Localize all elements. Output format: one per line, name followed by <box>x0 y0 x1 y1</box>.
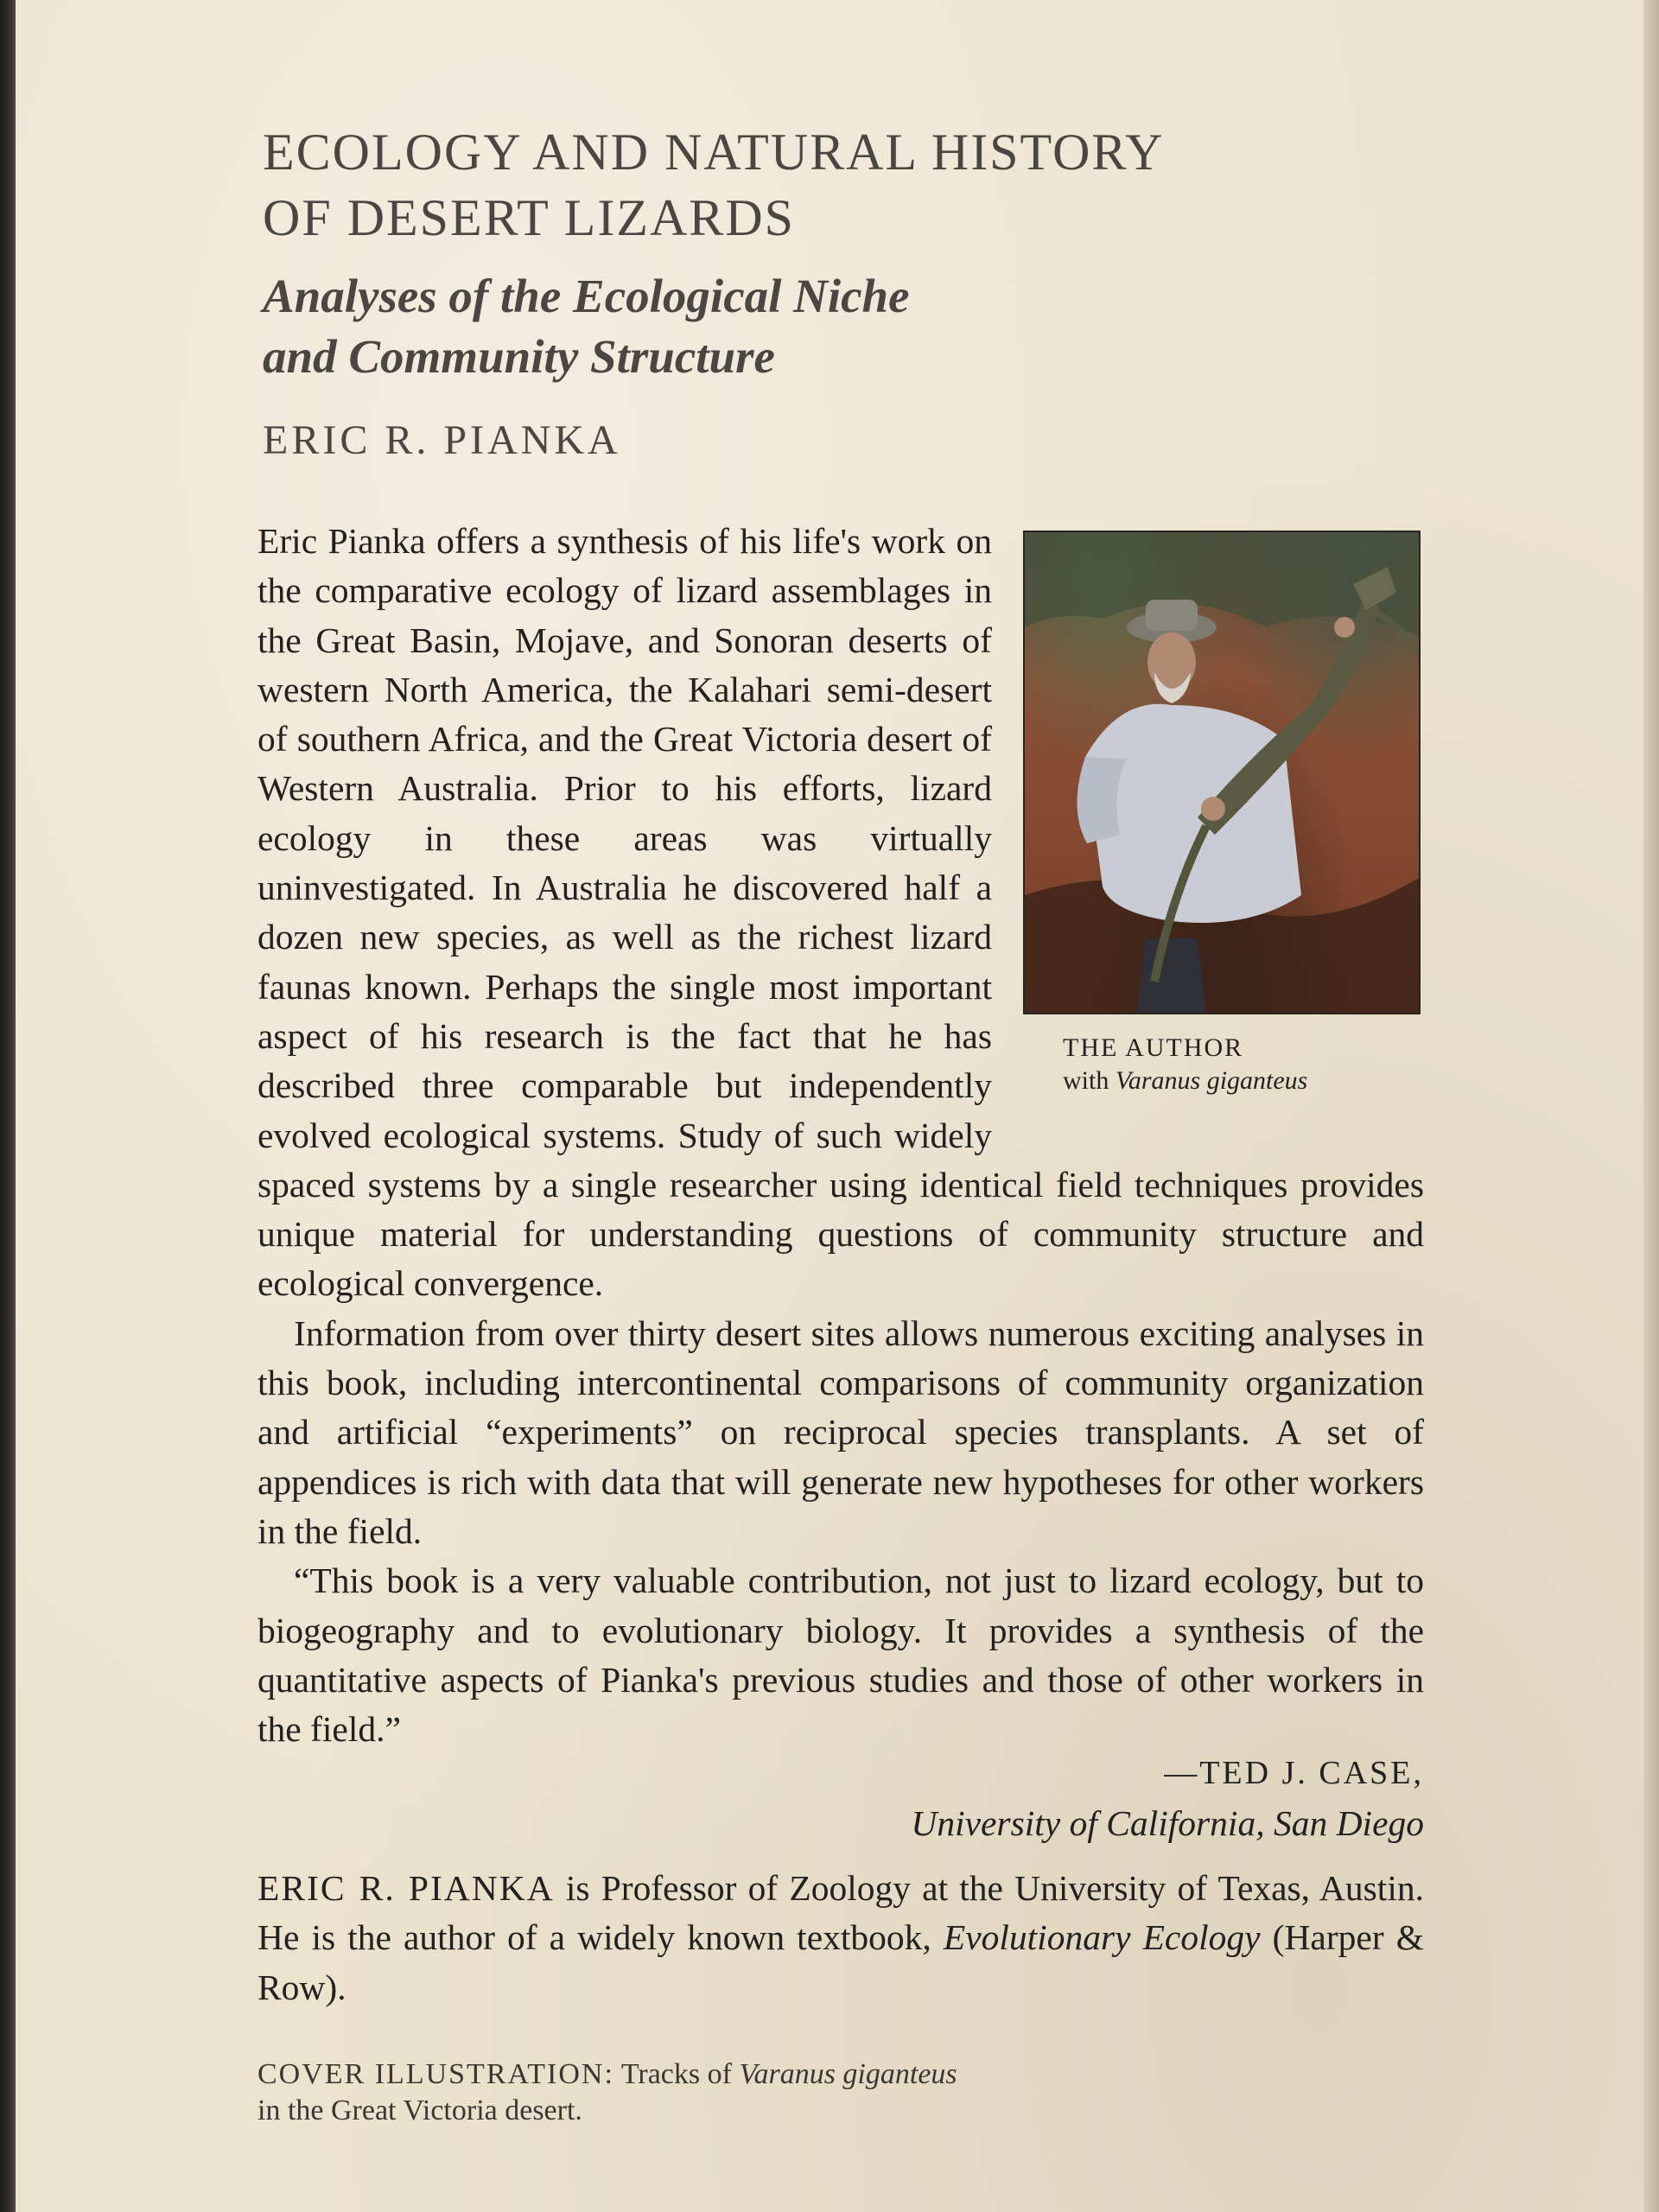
cover-illustration-line-2: in the Great Victoria desert. <box>257 2094 582 2126</box>
photo-caption-title: THE AUTHOR <box>1063 1033 1244 1062</box>
subtitle-line-1: Analyses of the Ecological Niche <box>263 270 910 322</box>
photo-caption-with: with <box>1063 1066 1116 1095</box>
cover-illustration-label: COVER ILLUSTRATION: <box>257 2058 614 2090</box>
description-paragraph-1: Eric Pianka offers a synthesis of his life's work on the comparative ecology of lizard assemblages in the Great Basin, Mojave, and Sonoran deserts of western North America, the Kalahari semi-desert of southern Africa, and the Great Victoria desert of Western Australia. Prior to his efforts, lizard ecology in these areas was virtually uninvestigated. In Australia he discovered half a dozen new species, as well as the richest lizard faunas known. Perhaps the single most important aspect of his research is the fact that he has described three comparable but independently evolved ecological systems. Study of such widely spaced systems by a single researcher using identical field techniques provides unique material for understanding questions of community structure and ecological convergence. <box>257 521 1424 1304</box>
subtitle-line-2: and Community Structure <box>263 330 775 383</box>
author-photo-illustration <box>1025 532 1419 1013</box>
description-paragraph-2: Information from over thirty desert sites allows numerous exciting analyses in this book, including intercontinental comparisons of community organization and artificial “experiments” on reciprocal species transplants. A set of appendices is rich with data that will generate new hypotheses for other workers in the field. <box>257 1313 1424 1551</box>
author-photo-block <box>1023 531 1424 1118</box>
attribution-affiliation: University of California, San Diego <box>911 1802 1424 1843</box>
bio-book-title: Evolutionary Ecology <box>943 1917 1261 1958</box>
cover-illustration-credit <box>257 2056 957 2129</box>
cover-illustration-text-1: Tracks of <box>613 2058 740 2090</box>
book-jacket-back <box>16 0 1645 2212</box>
jacket-copy <box>257 517 1424 2012</box>
quote-attribution <box>257 1747 1424 1848</box>
author-name: ERIC R. PIANKA <box>263 417 621 463</box>
title-line-1: ECOLOGY AND NATURAL HISTORY <box>263 124 1165 181</box>
book-subtitle <box>263 266 910 387</box>
author-photo <box>1023 531 1421 1014</box>
bio-author-name: ERIC R. PIANKA <box>257 1868 555 1909</box>
bio-text-1: is Professor of Zoology at the University of Texas, Austin. He is the author of a widely known textbook, <box>257 1868 1424 1958</box>
bio-text-2: (Harper & Row). <box>257 1917 1424 2007</box>
photo-caption <box>1023 1032 1424 1097</box>
attribution-name: —TED J. CASE, <box>1164 1755 1424 1792</box>
cover-illustration-species: Varanus giganteus <box>739 2058 957 2090</box>
title-line-2: OF DESERT LIZARDS <box>263 189 796 246</box>
author-bio <box>257 1864 1424 2012</box>
review-quote: “This book is a very valuable contribution, not just to lizard ecology, but to biogeography and to evolutionary biology. It provides a synthesis of the quantitative aspects of Pianka's previous studies and those of other workers in the field.” <box>257 1560 1424 1750</box>
photo-caption-species: Varanus giganteus <box>1115 1066 1308 1095</box>
jacket-right-edge <box>1643 0 1659 2212</box>
book-title <box>263 119 1164 251</box>
